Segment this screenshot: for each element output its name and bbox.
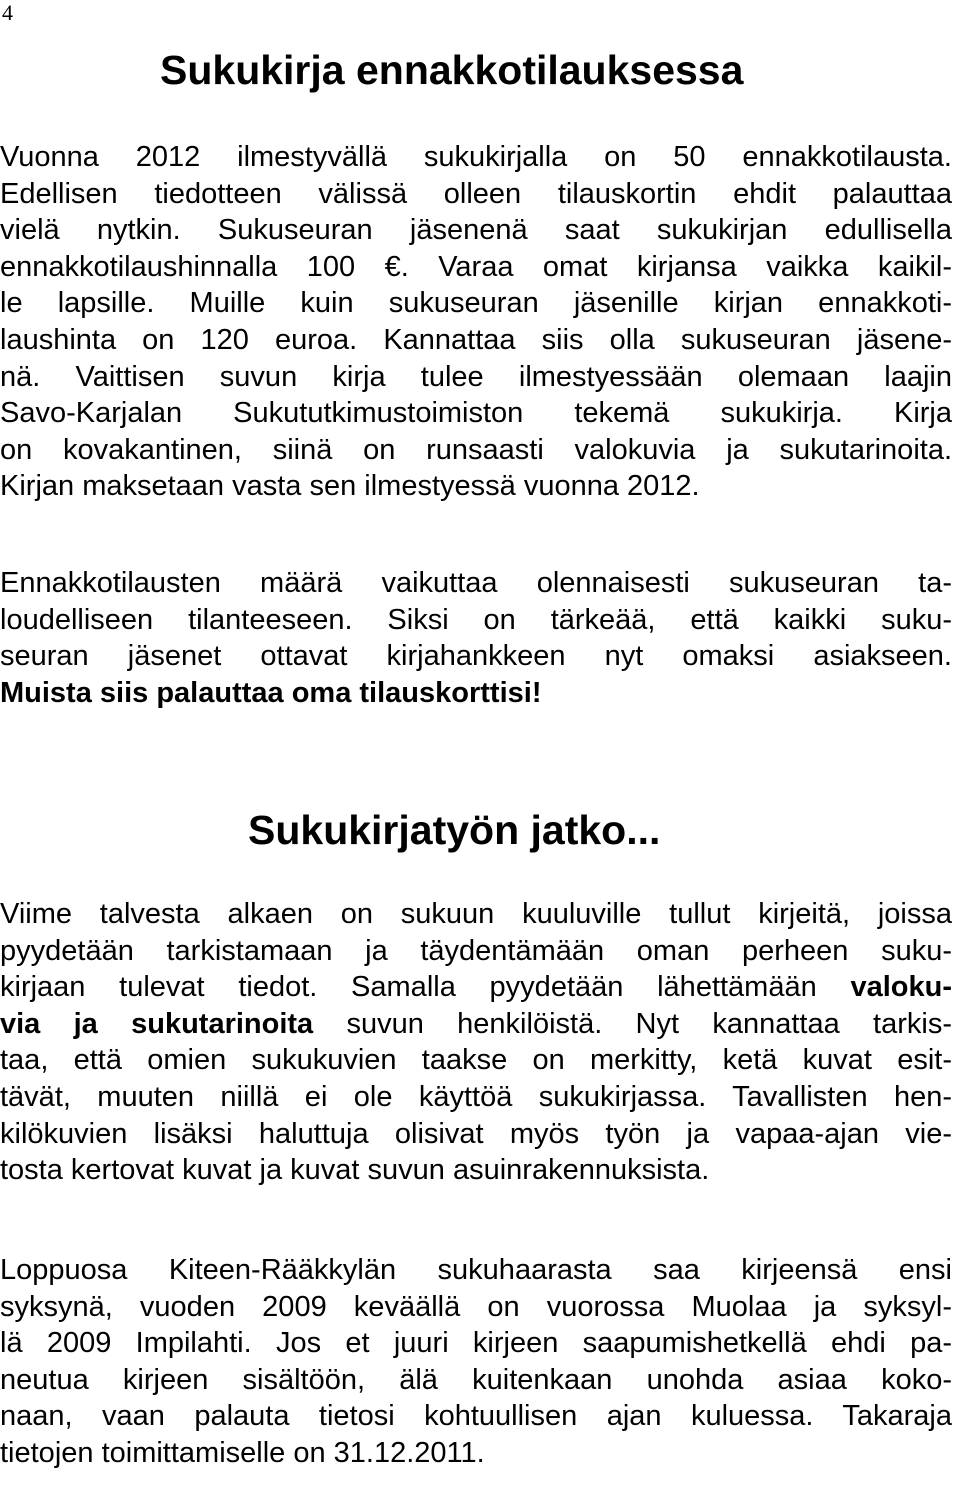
section-title-continuation: Sukukirjatyön jatko... xyxy=(248,807,661,853)
paragraph-schedule xyxy=(0,1252,952,1472)
text-line: Edellisen tiedotteen välissä olleen tilauskortin ehdit palauttaa xyxy=(0,177,952,210)
text-line: neutua kirjeen sisältöön, älä kuitenkaan unohda asiaa koko- xyxy=(0,1363,952,1396)
paragraph-preorder-info xyxy=(0,139,952,505)
text-line: tietojen toimittamiselle on 31.12.2011. xyxy=(0,1436,485,1469)
text-line: Loppuosa Kiteen-Rääkkylän sukuhaarasta saa kirjeensä ensi xyxy=(0,1254,952,1286)
text-line xyxy=(0,1006,952,1043)
text-line: Vuonna 2012 ilmestyvällä sukukirjalla on 50 ennakkotilausta. xyxy=(0,141,952,173)
text-line: le lapsille. Muille kuin sukuseuran jäsenille kirjan ennakkoti- xyxy=(0,287,952,320)
text-line: nä. Vaittisen suvun kirja tulee ilmestyessään olemaan laajin xyxy=(0,360,952,393)
text-line: naan, vaan palauta tietosi kohtuullisen ajan kuluessa. Takaraja xyxy=(0,1400,952,1433)
text-line xyxy=(0,969,952,1006)
text-line: Ennakkotilausten määrä vaikuttaa olennaisesti sukuseuran ta- xyxy=(0,567,952,599)
text-line: syksynä, vuoden 2009 keväällä on vuorossa Muolaa ja syksyl- xyxy=(0,1290,952,1323)
text-line: lä 2009 Impilahti. Jos et juuri kirjeen saapumishetkellä ehdi pa- xyxy=(0,1327,952,1360)
paragraph-preorder-importance xyxy=(0,565,952,711)
text-line: seuran jäsenet ottavat kirjahankkeen nyt omaksi asiakseen. xyxy=(0,640,952,673)
text-line: vielä nytkin. Sukuseuran jäsenenä saat sukukirjan edullisella xyxy=(0,214,952,247)
text-line: laushinta on 120 euroa. Kannattaa siis olla sukuseuran jäsene- xyxy=(0,323,952,356)
text-line: on kovakantinen, siinä on runsaasti valokuvia ja sukutarinoita. xyxy=(0,433,952,466)
section-title-preorder: Sukukirja ennakkotilauksessa xyxy=(160,47,744,93)
text-line: loudelliseen tilanteeseen. Siksi on tärkeää, että kaikki suku- xyxy=(0,603,952,636)
text-line: taa, että omien sukukuvien taakse on merkitty, ketä kuvat esit- xyxy=(0,1044,952,1077)
text-line: Viime talvesta alkaen on sukuun kuuluville tullut kirjeitä, joissa xyxy=(0,898,952,930)
text-segment: kirjaan tulevat tiedot. Samalla pyydetään lähettämään xyxy=(0,971,851,1004)
bold-emphasis: via ja sukutarinoita xyxy=(0,1007,314,1040)
text-line: kilökuvien lisäksi haluttuja olisivat myös työn ja vapaa-ajan vie- xyxy=(0,1117,952,1150)
text-line: tosta kertovat kuvat ja kuvat suvun asuinrakennuksista. xyxy=(0,1154,710,1187)
reminder-bold-line: Muista siis palauttaa oma tilauskorttisi! xyxy=(0,676,542,709)
text-line: pyydetään tarkistamaan ja täydentämään oman perheen suku- xyxy=(0,934,952,967)
text-line: Savo-Karjalan Sukututkimustoimiston tekemä sukukirja. Kirja xyxy=(0,397,952,430)
page-number: 4 xyxy=(2,0,13,25)
bold-emphasis: valoku- xyxy=(850,971,952,1004)
text-line: Kirjan maksetaan vasta sen ilmestyessä vuonna 2012. xyxy=(0,470,700,503)
text-segment: suvun henkilöistä. Nyt kannattaa tarkis- xyxy=(313,1007,952,1040)
paragraph-photo-request xyxy=(0,896,952,1189)
text-line: tävät, muuten niillä ei ole käyttöä sukukirjassa. Tavallisten hen- xyxy=(0,1080,952,1113)
text-line: ennakkotilaushinnalla 100 €. Varaa omat kirjansa vaikka kaikil- xyxy=(0,250,952,283)
